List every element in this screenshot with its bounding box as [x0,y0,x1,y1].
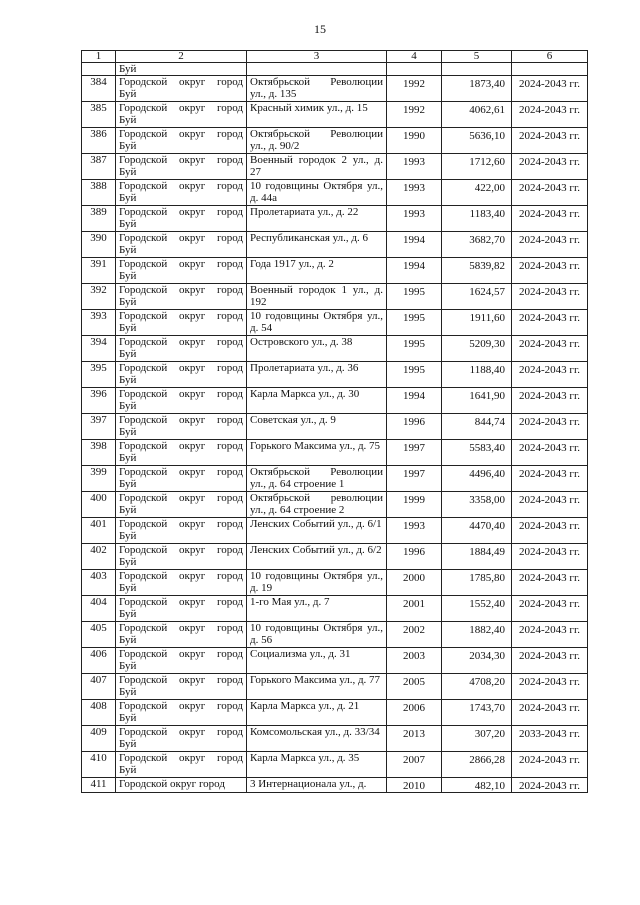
cell-period: 2024-2043 гг. [512,778,588,793]
cell-period: 2024-2043 гг. [512,362,588,388]
cell-number: 405 [82,622,116,648]
cell-address: Горького Максима ул., д. 75 [247,440,387,466]
cell-area: 482,10 [442,778,512,793]
cell-year: 1996 [387,414,442,440]
cell-period: 2024-2043 гг. [512,518,588,544]
header-col-5: 5 [442,51,512,63]
cell-address: Военный городок 2 ул., д. 27 [247,154,387,180]
cell-year: 2005 [387,674,442,700]
cell-number: 395 [82,362,116,388]
table-row [82,232,588,258]
cell-year: 1995 [387,336,442,362]
cell-area: 5839,82 [442,258,512,284]
cell-period: 2033-2043 гг. [512,726,588,752]
cell-region: Городской округ город Буй [116,102,247,128]
cell-region: Городской округ город [116,778,247,793]
cell-period: 2024-2043 гг. [512,128,588,154]
table-row [82,102,588,128]
cell-address: Горького Максима ул., д. 77 [247,674,387,700]
cell-period: 2024-2043 гг. [512,544,588,570]
cell-year: 2010 [387,778,442,793]
cell-number: 386 [82,128,116,154]
cell-address: Социализма ул., д. 31 [247,648,387,674]
cell-year: 1994 [387,258,442,284]
cell-area: 1873,40 [442,76,512,102]
cell-year: 1993 [387,180,442,206]
cell-year: 2001 [387,596,442,622]
cell-area: 5209,30 [442,336,512,362]
cell-number: 397 [82,414,116,440]
table-row [82,154,588,180]
cell-area: 1641,90 [442,388,512,414]
cell-number: 408 [82,700,116,726]
cell-period: 2024-2043 гг. [512,596,588,622]
table-row [82,284,588,310]
cell-address: 10 годовщины Октября ул., д. 54 [247,310,387,336]
cell-region: Городской округ город Буй [116,258,247,284]
cell-address: Карла Маркса ул., д. 30 [247,388,387,414]
cell-number: 404 [82,596,116,622]
cell-region: Городской округ город Буй [116,518,247,544]
cell-area: 1712,60 [442,154,512,180]
cell-address: Пролетариата ул., д. 22 [247,206,387,232]
cell-region: Городской округ город Буй [116,206,247,232]
cell-year: 2002 [387,622,442,648]
cell-number: 401 [82,518,116,544]
cell-address: Года 1917 ул., д. 2 [247,258,387,284]
cell-period: 2024-2043 гг. [512,492,588,518]
cell-number: 403 [82,570,116,596]
cell-number: 411 [82,778,116,793]
cell-region: Городской округ город Буй [116,674,247,700]
cell-area: 1624,57 [442,284,512,310]
table-row [82,544,588,570]
cell-period: 2024-2043 гг. [512,232,588,258]
cell-region: Городской округ город Буй [116,76,247,102]
cell-period: 2024-2043 гг. [512,752,588,778]
table-row [82,466,588,492]
cell-year: 2013 [387,726,442,752]
cell-number: 410 [82,752,116,778]
cell-year: 1997 [387,466,442,492]
cell-address: Красный химик ул., д. 15 [247,102,387,128]
cell-region: Городской округ город Буй [116,128,247,154]
cell-region: Городской округ город Буй [116,544,247,570]
table-row [82,76,588,102]
header-col-1: 1 [82,51,116,63]
cell-area: 3358,00 [442,492,512,518]
cell-number [82,63,116,76]
cell-address: Карла Маркса ул., д. 35 [247,752,387,778]
table-row [82,700,588,726]
cell-period: 2024-2043 гг. [512,622,588,648]
cell-region: Городской округ город Буй [116,154,247,180]
cell-period: 2024-2043 гг. [512,76,588,102]
cell-address: 3 Интернационала ул., д. [247,778,387,793]
cell-year: 1996 [387,544,442,570]
cell-address: Пролетариата ул., д. 36 [247,362,387,388]
cell-region: Городской округ город Буй [116,596,247,622]
housing-table [81,50,588,793]
table-row [82,310,588,336]
header-row [82,51,588,63]
cell-area: 5583,40 [442,440,512,466]
cell-address [247,63,387,76]
cell-period: 2024-2043 гг. [512,648,588,674]
cell-year: 1993 [387,518,442,544]
table-row [82,180,588,206]
cell-number: 390 [82,232,116,258]
cell-address: Ленских Событий ул., д. 6/2 [247,544,387,570]
cell-address: Октябрьской Революции ул., д. 90/2 [247,128,387,154]
table-row [82,336,588,362]
cell-area: 4470,40 [442,518,512,544]
cell-number: 396 [82,388,116,414]
table-row [82,596,588,622]
table-row [82,570,588,596]
cell-region: Городской округ город Буй [116,232,247,258]
cell-period: 2024-2043 гг. [512,180,588,206]
cell-year: 1995 [387,362,442,388]
cell-year: 1993 [387,154,442,180]
page-number: 15 [314,22,326,36]
table-row [82,622,588,648]
table-row [82,362,588,388]
cell-period: 2024-2043 гг. [512,388,588,414]
cell-region: Городской округ город Буй [116,284,247,310]
cell-area: 2034,30 [442,648,512,674]
cell-number: 398 [82,440,116,466]
table-row [82,648,588,674]
cell-address: Республиканская ул., д. 6 [247,232,387,258]
cell-number: 400 [82,492,116,518]
cell-number: 393 [82,310,116,336]
table-body [82,63,588,793]
cell-year: 1995 [387,284,442,310]
cell-number: 389 [82,206,116,232]
cell-area: 1743,70 [442,700,512,726]
cell-number: 385 [82,102,116,128]
cell-area: 5636,10 [442,128,512,154]
cell-number: 406 [82,648,116,674]
cell-year: 2006 [387,700,442,726]
cell-region: Буй [116,63,247,76]
cell-number: 399 [82,466,116,492]
cell-area: 4496,40 [442,466,512,492]
table-row-partial [82,778,588,793]
cell-area: 1183,40 [442,206,512,232]
cell-number: 388 [82,180,116,206]
cell-area: 1882,40 [442,622,512,648]
table-row [82,492,588,518]
cell-year: 1999 [387,492,442,518]
cell-region: Городской округ город Буй [116,700,247,726]
cell-region: Городской округ город Буй [116,570,247,596]
cell-period: 2024-2043 гг. [512,570,588,596]
cell-region: Городской округ город Буй [116,180,247,206]
table-row [82,674,588,700]
cell-year: 1992 [387,76,442,102]
cell-period: 2024-2043 гг. [512,466,588,492]
cell-year: 1993 [387,206,442,232]
table-row [82,752,588,778]
cell-address: Октябрьской Революции ул., д. 135 [247,76,387,102]
cell-region: Городской округ город Буй [116,414,247,440]
cell-number: 394 [82,336,116,362]
cell-year: 2003 [387,648,442,674]
cell-number: 407 [82,674,116,700]
cell-area: 1884,49 [442,544,512,570]
cell-address: Октябрьской Революции ул., д. 64 строение 1 [247,466,387,492]
cell-period: 2024-2043 гг. [512,102,588,128]
cell-area [442,63,512,76]
cell-year: 2000 [387,570,442,596]
table-row [82,258,588,284]
cell-region: Городской округ город Буй [116,388,247,414]
cell-period: 2024-2043 гг. [512,440,588,466]
cell-period: 2024-2043 гг. [512,258,588,284]
table-row [82,128,588,154]
table-row [82,726,588,752]
cell-area: 1188,40 [442,362,512,388]
cell-area: 1911,60 [442,310,512,336]
cell-period: 2024-2043 гг. [512,206,588,232]
cell-area: 1785,80 [442,570,512,596]
cell-year: 1992 [387,102,442,128]
cell-number: 402 [82,544,116,570]
cell-address: 1-го Мая ул., д. 7 [247,596,387,622]
cell-address: Ленских Событий ул., д. 6/1 [247,518,387,544]
cell-year [387,63,442,76]
continuation-row [82,63,588,76]
cell-region: Городской округ город Буй [116,622,247,648]
header-col-4: 4 [387,51,442,63]
cell-year: 1997 [387,440,442,466]
cell-period: 2024-2043 гг. [512,284,588,310]
cell-area: 4708,20 [442,674,512,700]
header-col-2: 2 [116,51,247,63]
cell-period: 2024-2043 гг. [512,700,588,726]
cell-address: Военный городок 1 ул., д. 192 [247,284,387,310]
table-row [82,518,588,544]
cell-region: Городской округ город Буй [116,466,247,492]
cell-area: 2866,28 [442,752,512,778]
cell-period: 2024-2043 гг. [512,674,588,700]
cell-period [512,63,588,76]
cell-address: Октябрьской революции ул., д. 64 строение 2 [247,492,387,518]
header-col-6: 6 [512,51,588,63]
cell-address: Комсомольская ул., д. 33/34 [247,726,387,752]
cell-area: 4062,61 [442,102,512,128]
cell-region: Городской округ город Буй [116,492,247,518]
cell-area: 3682,70 [442,232,512,258]
cell-year: 2007 [387,752,442,778]
cell-period: 2024-2043 гг. [512,336,588,362]
cell-region: Городской округ город Буй [116,648,247,674]
cell-area: 1552,40 [442,596,512,622]
table-row [82,206,588,232]
cell-number: 387 [82,154,116,180]
cell-area: 422,00 [442,180,512,206]
cell-number: 384 [82,76,116,102]
cell-period: 2024-2043 гг. [512,310,588,336]
cell-address: 10 годовщины Октября ул., д. 56 [247,622,387,648]
cell-address: Карла Маркса ул., д. 21 [247,700,387,726]
cell-region: Городской округ город Буй [116,362,247,388]
cell-address: Советская ул., д. 9 [247,414,387,440]
cell-number: 391 [82,258,116,284]
cell-region: Городской округ город Буй [116,310,247,336]
cell-area: 307,20 [442,726,512,752]
cell-year: 1994 [387,232,442,258]
cell-address: 10 годовщины Октября ул., д. 19 [247,570,387,596]
table-row [82,388,588,414]
table-row [82,440,588,466]
cell-year: 1995 [387,310,442,336]
cell-number: 392 [82,284,116,310]
cell-region: Городской округ город Буй [116,752,247,778]
cell-year: 1994 [387,388,442,414]
cell-period: 2024-2043 гг. [512,154,588,180]
cell-period: 2024-2043 гг. [512,414,588,440]
cell-number: 409 [82,726,116,752]
cell-year: 1990 [387,128,442,154]
cell-address: 10 годовщины Октября ул., д. 44а [247,180,387,206]
cell-area: 844,74 [442,414,512,440]
cell-region: Городской округ город Буй [116,336,247,362]
header-col-3: 3 [247,51,387,63]
cell-region: Городской округ город Буй [116,440,247,466]
table-row [82,414,588,440]
cell-address: Островского ул., д. 38 [247,336,387,362]
cell-region: Городской округ город Буй [116,726,247,752]
